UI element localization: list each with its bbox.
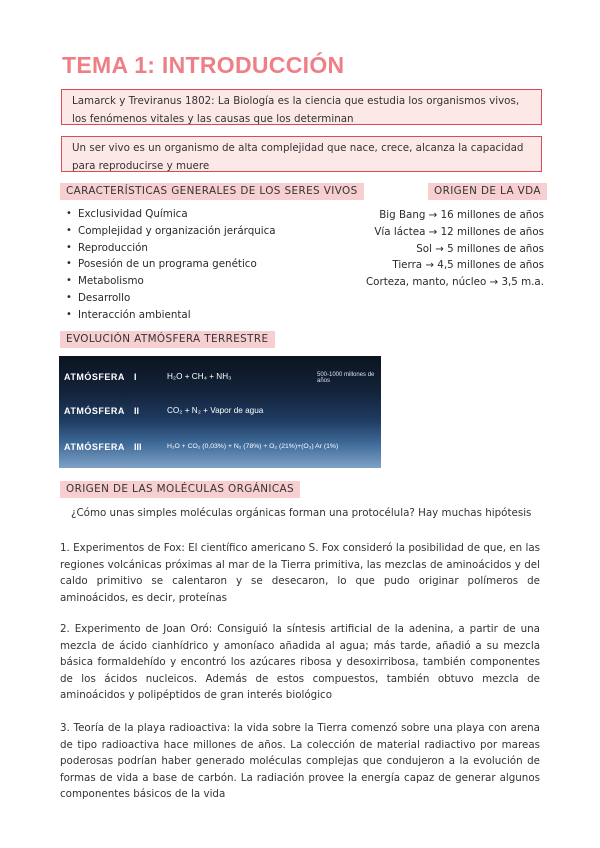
list-item: • Metabolismo	[66, 273, 336, 290]
atmosphere-row	[59, 372, 381, 392]
atmosphere-image	[59, 356, 381, 468]
paragraph-oro: 2. Experimento de Joan Oró: Consiguió la síntesis artificial de la adenina, a partir de una mezcla de ácido cianhídrico y amoníaco añadida al agua; más tarde, añadió a su mezcla básica formaldehído y encontró los azúcares ribosa y desoxirribosa, también componentes de los ácidos nucleicos. Además de estos compuestos, también obtuvo mezcla de aminoácidos y polipéptidos de gran interés biológico	[60, 623, 540, 701]
atmosphere-numeral: I	[134, 372, 137, 382]
origin-of-life-list	[330, 207, 544, 291]
paragraph-radioactive-beach: 3. Teoría de la playa radioactiva: la vida sobre la Tierra comenzó sobre una playa con arena de tipo radioactiva hace millones de años. La colección de material radiactivo por mareas poderosas podrían haber generado moléculas complejas que condujeron a la evolución de formas de vida a base de carbón. La radiación provee la energía capaz de generar algunos componentes básicos de la vida	[60, 722, 540, 800]
section-heading-organic-molecules: ORIGEN DE LAS MOLÉCULAS ORGÁNICAS	[60, 481, 300, 498]
page-title: TEMA 1: INTRODUCCIÓN	[62, 52, 345, 78]
definition-box-living-being	[61, 136, 542, 172]
intro-question: ¿Cómo unas simples moléculas orgánicas forman una protocélula? Hay muchas hipótesis	[71, 507, 532, 519]
list-item: Tierra → 4,5 millones de años	[392, 259, 544, 272]
section-heading-atmosphere: EVOLUCIÓN ATMÓSFERA TERRESTRE	[60, 331, 275, 348]
atmosphere-label: ATMÓSFERA	[64, 406, 125, 416]
atmosphere-numeral: II	[134, 406, 140, 416]
atmosphere-formula: H₂O + CO₂ (0,03%) + N₂ (78%) + O₂ (21%)+(O₃) Ar (1%)	[167, 443, 339, 450]
atmosphere-row	[59, 406, 381, 426]
list-item: Sol → 5 millones de años	[416, 242, 544, 255]
list-item: • Exclusividad Química	[66, 206, 336, 223]
atmosphere-formula: CO₂ + N₂ + Vapor de agua	[167, 406, 264, 415]
atmosphere-label: ATMÓSFERA	[64, 442, 125, 452]
list-item: • Interacción ambiental	[66, 307, 336, 324]
paragraph-fox: 1. Experimentos de Fox: El científico americano S. Fox consideró la posibilidad de que, en las regiones volcánicas próximas al mar de la Tierra primitiva, las mezclas de aminoácidos y del caldo primitivo se calentaron y se desecaron, lo que pudo originar polímeros de aminoácidos, es decir, proteínas	[60, 542, 540, 604]
list-item: Vía láctea → 12 millones de años	[374, 225, 544, 238]
definition-box-lamarck	[61, 89, 542, 125]
list-item: Big Bang → 16 millones de años	[379, 209, 544, 221]
list-item: • Complejidad y organización jerárquica	[66, 223, 336, 240]
definition-text: Un ser vivo es un organismo de alta complejidad que nace, crece, alcanza la capacidad para reproducirse y muere	[72, 142, 524, 172]
characteristics-list	[66, 206, 336, 324]
list-item: • Reproducción	[66, 240, 336, 257]
list-item: • Desarrollo	[66, 290, 336, 307]
atmosphere-row	[59, 442, 381, 462]
list-item: • Posesión de un programa genético	[66, 256, 336, 273]
section-heading-origin-of-life: ORIGEN DE LA VDA	[428, 183, 547, 200]
atmosphere-formula: H₂O + CH₄ + NH₃	[167, 372, 232, 381]
section-heading-characteristics: CARACTERÍSTICAS GENERALES DE LOS SERES VIVOS	[60, 183, 364, 200]
atmosphere-note: 500-1000 millones de años	[317, 372, 375, 384]
atmosphere-numeral: III	[134, 442, 142, 452]
list-item: Corteza, manto, núcleo → 3,5 m.a.	[365, 276, 544, 289]
definition-text: Lamarck y Treviranus 1802: La Biología es la ciencia que estudia los organismos vivos, los fenómenos vitales y las causas que los determinan	[72, 95, 520, 125]
atmosphere-label: ATMÓSFERA	[64, 372, 125, 382]
